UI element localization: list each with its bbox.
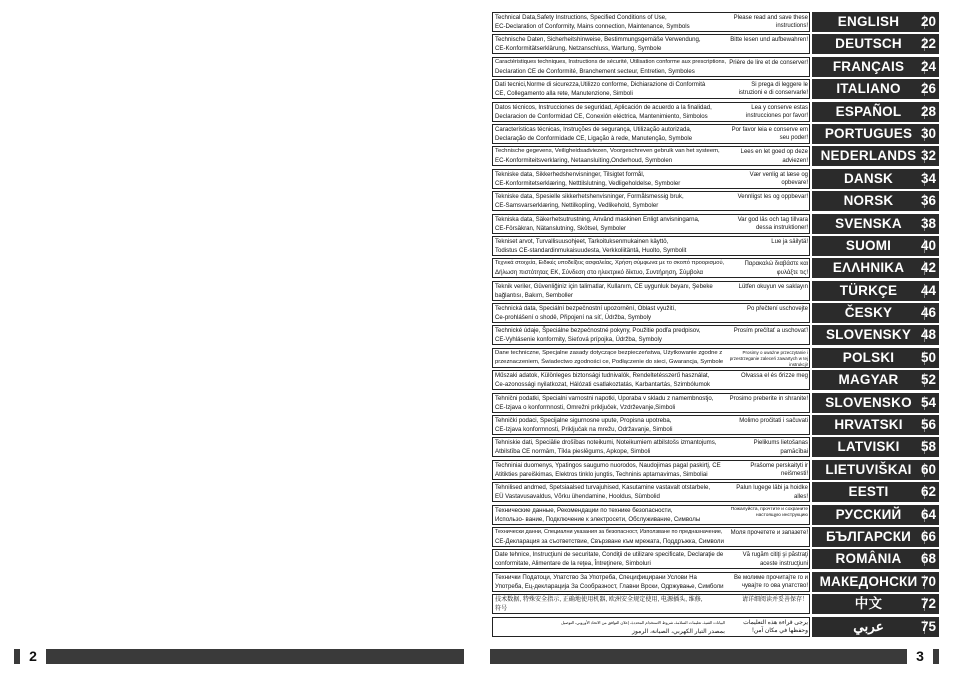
description-line-1: Tekniska data, Säkerhetsutrustning, Använd maskinen Enligt anvisningarna, <box>495 215 700 223</box>
description-line-2: CE-Декларация за съответствие, Свързване към мрежата, Поддръжка, Символи <box>495 537 724 545</box>
contents-description <box>492 146 810 166</box>
language-name: ITALIANO <box>836 81 901 97</box>
language-page-number: 54 <box>920 394 936 410</box>
language-row <box>492 169 939 191</box>
language-row <box>492 57 939 79</box>
read-and-save-note: Lue ja säilytä! <box>729 238 808 246</box>
description-line-2: Ce-azonossági nyilatkozat, Hálózati csatlakoztatás, Karbantartás, Szimbólumok <box>495 381 711 389</box>
language-page-number: 56 <box>920 417 936 433</box>
contents-description <box>492 191 810 211</box>
description-line-2: CE-Izjava o konformnosti, Omrežni priključek, Vzdrževanje,Simboli <box>495 403 676 411</box>
language-row <box>492 191 939 213</box>
language-label-box[interactable] <box>812 437 939 457</box>
language-row <box>492 393 939 415</box>
language-page-number: 22 <box>920 36 936 52</box>
read-and-save-note: Prosimo preberite in shranite! <box>729 395 808 402</box>
language-page-number: 58 <box>920 439 936 455</box>
description-line-1: Технички Податоци, Упатство За Употреба, Специфицирани Услови На <box>495 573 697 581</box>
language-row <box>492 415 939 437</box>
contents-description <box>492 460 810 480</box>
contents-description <box>492 236 810 256</box>
language-label-box[interactable] <box>812 325 939 345</box>
contents-description <box>492 505 810 525</box>
language-name: POLSKI <box>842 349 895 365</box>
description-line-2: conformitate, Alimentare de la reţea, Întreţinere, Simboluri <box>495 560 651 568</box>
language-name: DEUTSCH <box>835 36 902 52</box>
read-and-save-note: Po přečtení uschovejte <box>729 305 808 313</box>
contents-description <box>492 12 810 32</box>
contents-description <box>492 594 810 614</box>
language-name: SLOVENSKO <box>825 394 912 410</box>
description-line-1: Tehnični podatki, Specialni varnostni napotki, Uporaba v skladu z namembnostjo, <box>495 394 714 402</box>
description-line-1: Technical Data,Safety Instructions, Specified Conditions of Use, <box>495 14 667 21</box>
language-label-box[interactable] <box>812 594 939 614</box>
read-and-save-note: Bitte lesen und aufbewahren! <box>730 37 808 44</box>
read-and-save-note: Vær venlig at læse og opbevare! <box>729 171 808 188</box>
language-name: TÜRKÇE <box>839 282 898 298</box>
description-line-2: CE-Vyhlásenie konformity, Sieťová prípojka, Údržba, Symboly <box>495 336 662 344</box>
description-line-2: Todistus CE-standardinmukaisuudesta, Verkkoliitäntä, Huolto, Symbolit <box>495 246 687 254</box>
language-name: MAGYAR <box>838 372 899 388</box>
language-name: LIETUVIŠKAI <box>825 461 912 477</box>
language-label-box[interactable] <box>812 79 939 99</box>
description-line-1: Tekniske data, Sikkerhedshenvisninger, Tilsigtet formål, <box>495 170 645 178</box>
language-page-number: 44 <box>920 282 936 298</box>
read-and-save-note: Var god läs och tag tillvara dessa instruktioner! <box>729 216 808 233</box>
language-page-number: 26 <box>920 81 936 97</box>
read-and-save-note: Lütfen okuyun ve saklayın <box>729 283 808 291</box>
description-line-1: Technické údaje, Špeciálne bezpečnostné pokyny, Použitie podľa predpisov, <box>495 327 701 335</box>
description-line-1: Technische gegevens, Veiligheidsadviezen, Voorgeschreven gebruik van het systeem, <box>495 148 720 155</box>
language-row <box>492 370 939 392</box>
language-page-number: 48 <box>920 327 936 343</box>
language-row <box>492 146 939 168</box>
description-line-2: CE-Samsvarserklæring, Nettilkopling, Vedlikehold, Symboler <box>495 202 659 210</box>
contents-description <box>492 169 810 189</box>
language-index <box>492 12 939 639</box>
language-page-number: 75 <box>920 618 936 634</box>
left-page-footer-bar <box>14 649 464 664</box>
language-name: EESTI <box>848 484 889 500</box>
read-and-save-note: Please read and save these instructions! <box>729 14 808 31</box>
language-name: SLOVENSKY <box>825 327 912 343</box>
read-and-save-note: Prosím prečítať a uschovať! <box>729 327 808 335</box>
language-row <box>492 12 939 34</box>
description-line-2: EC-Declaration of Conformity, Mains connection, Maintenance, Symbols <box>495 23 690 30</box>
language-name: HRVATSKI <box>834 417 903 433</box>
language-label-box[interactable] <box>812 370 939 390</box>
language-row <box>492 460 939 482</box>
language-page-number: 64 <box>920 506 936 522</box>
language-label-box[interactable] <box>812 549 939 569</box>
language-label-box[interactable] <box>812 572 939 592</box>
read-and-save-note: Pielikums lietošanas pamācībai <box>729 439 808 456</box>
description-line-2: Δήλωση πιστότητας ΕΚ, Σύνδεση στο ηλεκτρικό δίκτυο, Συντήρηση, Σύμβολα <box>495 269 704 277</box>
description-line-2: EC-Konformiteitsverklaring, Netaansluiting,Onderhoud, Symbolen <box>495 157 673 165</box>
contents-description <box>492 57 810 77</box>
language-page-number: 32 <box>920 148 936 164</box>
language-row <box>492 34 939 56</box>
description-line-2: Atitikties pareiškimas, Elektros tinklo jungtis, Techninis aptarnavimas, Simboliai <box>495 470 708 478</box>
read-and-save-note: Моля прочетете и запазете! <box>730 529 808 536</box>
description-line-2: 符号 <box>495 605 508 613</box>
language-label-box[interactable] <box>812 57 939 77</box>
language-page-number: 24 <box>920 58 936 74</box>
description-line-1: Τεχνικά στοιχεία, Ειδικές υποδείξεις ασφαλείας, Χρήση σύμφωνα με το σκοπό προορισμού, <box>495 260 725 267</box>
language-label-box[interactable] <box>812 303 939 323</box>
language-name: ROMÂNIA <box>835 551 902 567</box>
contents-description <box>492 549 810 569</box>
language-row <box>492 617 939 639</box>
language-row <box>492 325 939 347</box>
language-page-number: 30 <box>920 125 936 141</box>
contents-description <box>492 348 810 368</box>
read-and-save-note: Prašome perskaityti ir neišmesti! <box>729 462 808 479</box>
language-name: ENGLISH <box>837 14 900 29</box>
description-line-1: Tekniske data, Spesielle sikkerhetshenvisninger, Formålsmessig bruk, <box>495 193 684 201</box>
language-page-number: 72 <box>920 596 936 612</box>
language-name: РУССКИЙ <box>835 506 902 522</box>
language-label-box[interactable] <box>812 258 939 278</box>
description-line-2: Использо- вание, Подключение к электросети, Обслуживание, Символы <box>495 515 701 523</box>
contents-description <box>492 214 810 234</box>
description-line-1: Технические данные, Рекомендации по технике безопасности, <box>495 506 673 514</box>
language-page-number: 20 <box>920 14 936 29</box>
language-row <box>492 258 939 280</box>
description-line-1: Date tehnice, Instrucţiuni de securitate, Condiţii de utilizare specificate, Declaraţie de <box>495 551 724 559</box>
description-line-1: Tekniset arvot, Turvallisuusohjeet, Tarkoituksenmukainen käyttö, <box>495 237 669 245</box>
description-line-1: Dane techniczne, Specjalne zasady dotyczące bezpieczeństwa, Użytkowanie zgodne z <box>495 349 723 356</box>
read-and-save-note: Vă rugăm citiţi şi păstraţi aceste instrucţiuni <box>729 551 808 568</box>
language-name: SVENSKA <box>835 215 902 231</box>
language-label-box[interactable] <box>812 124 939 144</box>
language-page-number: 46 <box>920 305 936 321</box>
language-row <box>492 505 939 527</box>
language-name: عربي <box>853 618 884 634</box>
contents-description <box>492 527 810 547</box>
description-line-1: Technická data, Speciální bezpečnostní upozornění, Oblast využití, <box>495 305 676 313</box>
description-line-2: Ce-prohlášení o shodě, Připojení na síť, Údržba, Symboly <box>495 314 652 322</box>
language-row <box>492 482 939 504</box>
read-and-save-note: Ве молиме прочитајте го и чувајте го ова упатство! <box>729 574 808 591</box>
language-page-number: 36 <box>920 193 936 209</box>
read-and-save-note: Molimo pročitati i sačuvati <box>729 417 808 425</box>
description-line-1: Caractéristiques techniques, Instructions de sécurité, Utilisation conforme aux prescriptions, <box>495 58 727 65</box>
description-line-2: Declaração de Conformidade CE, Ligação à rede, Manutenção, Symbole <box>495 134 693 142</box>
contents-description <box>492 303 810 323</box>
language-row <box>492 437 939 459</box>
language-row <box>492 549 939 571</box>
language-label-box[interactable] <box>812 169 939 189</box>
read-and-save-note: Prière de lire et de conserver! <box>729 59 808 66</box>
language-label-box[interactable] <box>812 146 939 166</box>
right-page-footer-bar <box>490 649 939 664</box>
contents-description <box>492 102 810 122</box>
language-label-box[interactable] <box>812 214 939 234</box>
description-line-2: CE-Konformitetserklæring, Netttilslutning, Vedligeholdelse, Symboler <box>495 179 681 187</box>
contents-description <box>492 482 810 502</box>
language-name: ΕΛΛΗΝΙΚΑ <box>832 260 905 276</box>
language-page-number: 34 <box>920 170 936 186</box>
contents-description <box>492 34 810 54</box>
language-row <box>492 594 939 616</box>
read-and-save-note: Palun lugege läbi ja hoidke alles! <box>729 484 808 501</box>
description-line-1: Dati tecnici,Norme di sicurezza,Utilizzo conforme, Dichiarazione di Conformità <box>495 81 706 89</box>
description-line-1: Технически данни, Специални указания за безопасност, Използване по предназначение, <box>495 528 723 535</box>
read-and-save-note: Vennligst les og oppbevar! <box>729 193 808 201</box>
language-page-number: 68 <box>920 551 936 567</box>
language-label-box[interactable] <box>812 415 939 435</box>
language-name: NORSK <box>843 193 894 209</box>
contents-description <box>492 437 810 457</box>
description-line-2: przeznaczeniem, Świadectwo zgodności ce, Podłączenie do sieci, Gwarancja, Symbole <box>495 358 724 365</box>
language-label-box[interactable] <box>812 102 939 122</box>
right-page-number: 3 <box>907 648 933 665</box>
language-page-number: 42 <box>920 260 936 276</box>
description-line-2: EÜ Vastavusavaldus, Võrku ühendamine, Hooldus, Sümbolid <box>495 493 660 501</box>
contents-description <box>492 370 810 390</box>
read-and-save-note: Lees en let goed op deze adviezen! <box>729 148 808 165</box>
read-and-save-note: Παρακαλώ διαβάστε και φυλάξτε τις! <box>729 260 808 277</box>
read-and-save-note: Olvassa el és őrizze meg <box>729 372 808 380</box>
language-row <box>492 236 939 258</box>
language-row <box>492 214 939 236</box>
language-page-number: 28 <box>920 103 936 119</box>
language-row <box>492 572 939 594</box>
read-and-save-note: Si prega di leggere le istruzioni e di conservarle! <box>729 81 808 98</box>
description-line-2: Declaration CE de Conformité, Branchement secteur, Entretien, Symboles <box>495 67 695 75</box>
description-line-1: Techniniai duomenys, Ypatingos saugumo nuorodos, Naudojimas pagal paskirtį, CE <box>495 461 721 469</box>
language-name: DANSK <box>843 170 893 186</box>
description-line-2: CE, Collegamento alla rete, Manutenzione, Simboli <box>495 90 633 98</box>
contents-description <box>492 617 810 637</box>
language-page-number: 66 <box>920 528 936 544</box>
language-row <box>492 303 939 325</box>
contents-description <box>492 124 810 144</box>
language-page-number: 38 <box>920 215 936 231</box>
language-label-box[interactable] <box>812 505 939 525</box>
language-row <box>492 102 939 124</box>
language-label-box[interactable] <box>812 281 939 301</box>
description-line-2: Употреба, Ец-декларација За Сообразност, Главни Врски, Одржување, Симболи <box>495 582 724 590</box>
description-line-2: بمصدر التيار الكهربي، الصيانة، الرموز <box>632 627 725 635</box>
language-name: МАКЕДОНСКИ <box>819 573 918 589</box>
description-line-2: bağlantısı, Bakım, Semboller <box>495 291 573 299</box>
language-page-number: 52 <box>920 372 936 388</box>
language-row <box>492 527 939 549</box>
language-label-box[interactable] <box>812 617 939 637</box>
description-line-2: Atbilstība CE normām, Tīkla pieslēgums, Apkope, Simboli <box>495 448 651 456</box>
contents-description <box>492 415 810 435</box>
read-and-save-note: Prosimy o uważne przeczytanie i przestrzeganie zaleceń zawartych w tej instrukcji! <box>729 349 808 368</box>
description-line-1: Technische Daten, Sicherheitshinweise, Bestimmungsgemäße Verwendung, <box>495 36 701 44</box>
contents-description <box>492 258 810 278</box>
description-line-1: Datos técnicos, Instrucciones de seguridad, Aplicación de acuerdo a la finalidad, <box>495 103 712 111</box>
description-line-1: 技术数据, 特殊安全指示, 正确地使用机器, 欧洲安全规定使用, 电源插头, 维修, <box>495 596 703 604</box>
description-line-1: Características técnicas, Instruções de segurança, Utilização autorizada, <box>495 125 692 133</box>
contents-description <box>492 79 810 99</box>
language-label-box[interactable] <box>812 527 939 547</box>
description-line-2: CE-Konformitätserklärung, Netzanschluss, Wartung, Symbole <box>495 45 662 53</box>
language-page-number: 50 <box>920 349 936 365</box>
description-line-1: Tehnilised andmed, Spetsiaalsed turvajuhised, Kasutamine vastavalt otstarbele, <box>495 484 711 492</box>
language-label-box[interactable] <box>812 34 939 54</box>
language-page-number: 62 <box>920 484 936 500</box>
language-row <box>492 79 939 101</box>
language-name: 中文 <box>854 596 883 612</box>
language-name: ČESKY <box>844 305 893 321</box>
read-and-save-note: Por favor leia e conserve em seu poder! <box>729 126 808 143</box>
language-label-box[interactable] <box>812 348 939 368</box>
contents-description <box>492 325 810 345</box>
description-line-1: Tehnički podaci, Specijalne sigurnosne upute, Propisna upotreba, <box>495 417 672 425</box>
language-name: ESPAÑOL <box>835 103 902 119</box>
description-line-1: Műszaki adatok, Különleges biztonsági tudnivalók, Rendeltetésszerű használat, <box>495 372 710 380</box>
language-page-number: 40 <box>920 237 936 253</box>
read-and-save-note: يرجى قراءة هذه التعليمات وحفظها في مكان آمن! <box>729 619 808 636</box>
language-label-box[interactable] <box>812 191 939 211</box>
description-line-2: Declaracion de Conformidad CE, Conexión eléctrica, Mantenimiento, Simbolos <box>495 112 708 120</box>
description-line-1: Teknik veriler, Güvenliğiniz için talimatlar, Kullanım, CE uygunluk beyanı, Şebeke <box>495 282 713 290</box>
description-line-2: CE-Försäkran, Nätanslutning, Skötsel, Symboler <box>495 224 627 232</box>
language-name: БЪЛГАРСКИ <box>825 528 912 544</box>
contents-description <box>492 281 810 301</box>
language-label-box[interactable] <box>812 460 939 480</box>
description-line-1: Tehniskie dati, Speciālie drošības noteikumi, Noteikumiem atbilstošs izmantojums, <box>495 439 717 447</box>
language-name: SUOMI <box>845 237 892 253</box>
read-and-save-note: 请详细阅读并妥善保存！ <box>729 596 808 604</box>
language-row <box>492 281 939 303</box>
language-name: PORTUGUES <box>824 125 913 141</box>
contents-description <box>492 572 810 592</box>
language-page-number: 60 <box>920 461 936 477</box>
language-name: NEDERLANDS <box>820 148 917 164</box>
contents-description <box>492 393 810 413</box>
language-label-box[interactable] <box>812 393 939 413</box>
language-page-number: 70 <box>920 573 936 589</box>
language-name: FRANÇAIS <box>832 58 905 74</box>
language-name: LATVISKI <box>837 439 900 455</box>
description-line-1: البيانات الفنية، تعليمات السلامة، شروط الاستخدام المحددة، إعلان التوافق من الاتحاد الأوروبي، التوصيل <box>561 619 725 625</box>
description-line-2: CE-Izjava konformnosti, Priključak na mrežu, Održavanje, Simboli <box>495 426 673 434</box>
left-page-number: 2 <box>20 648 46 665</box>
language-label-box[interactable] <box>812 12 939 32</box>
language-row <box>492 124 939 146</box>
language-label-box[interactable] <box>812 482 939 502</box>
language-row <box>492 348 939 370</box>
read-and-save-note: Lea y conserve estas instrucciones por favor! <box>729 104 808 121</box>
language-label-box[interactable] <box>812 236 939 256</box>
read-and-save-note: Пожалуйста, прочтите и сохраните настоящую инструкцию <box>730 506 808 518</box>
